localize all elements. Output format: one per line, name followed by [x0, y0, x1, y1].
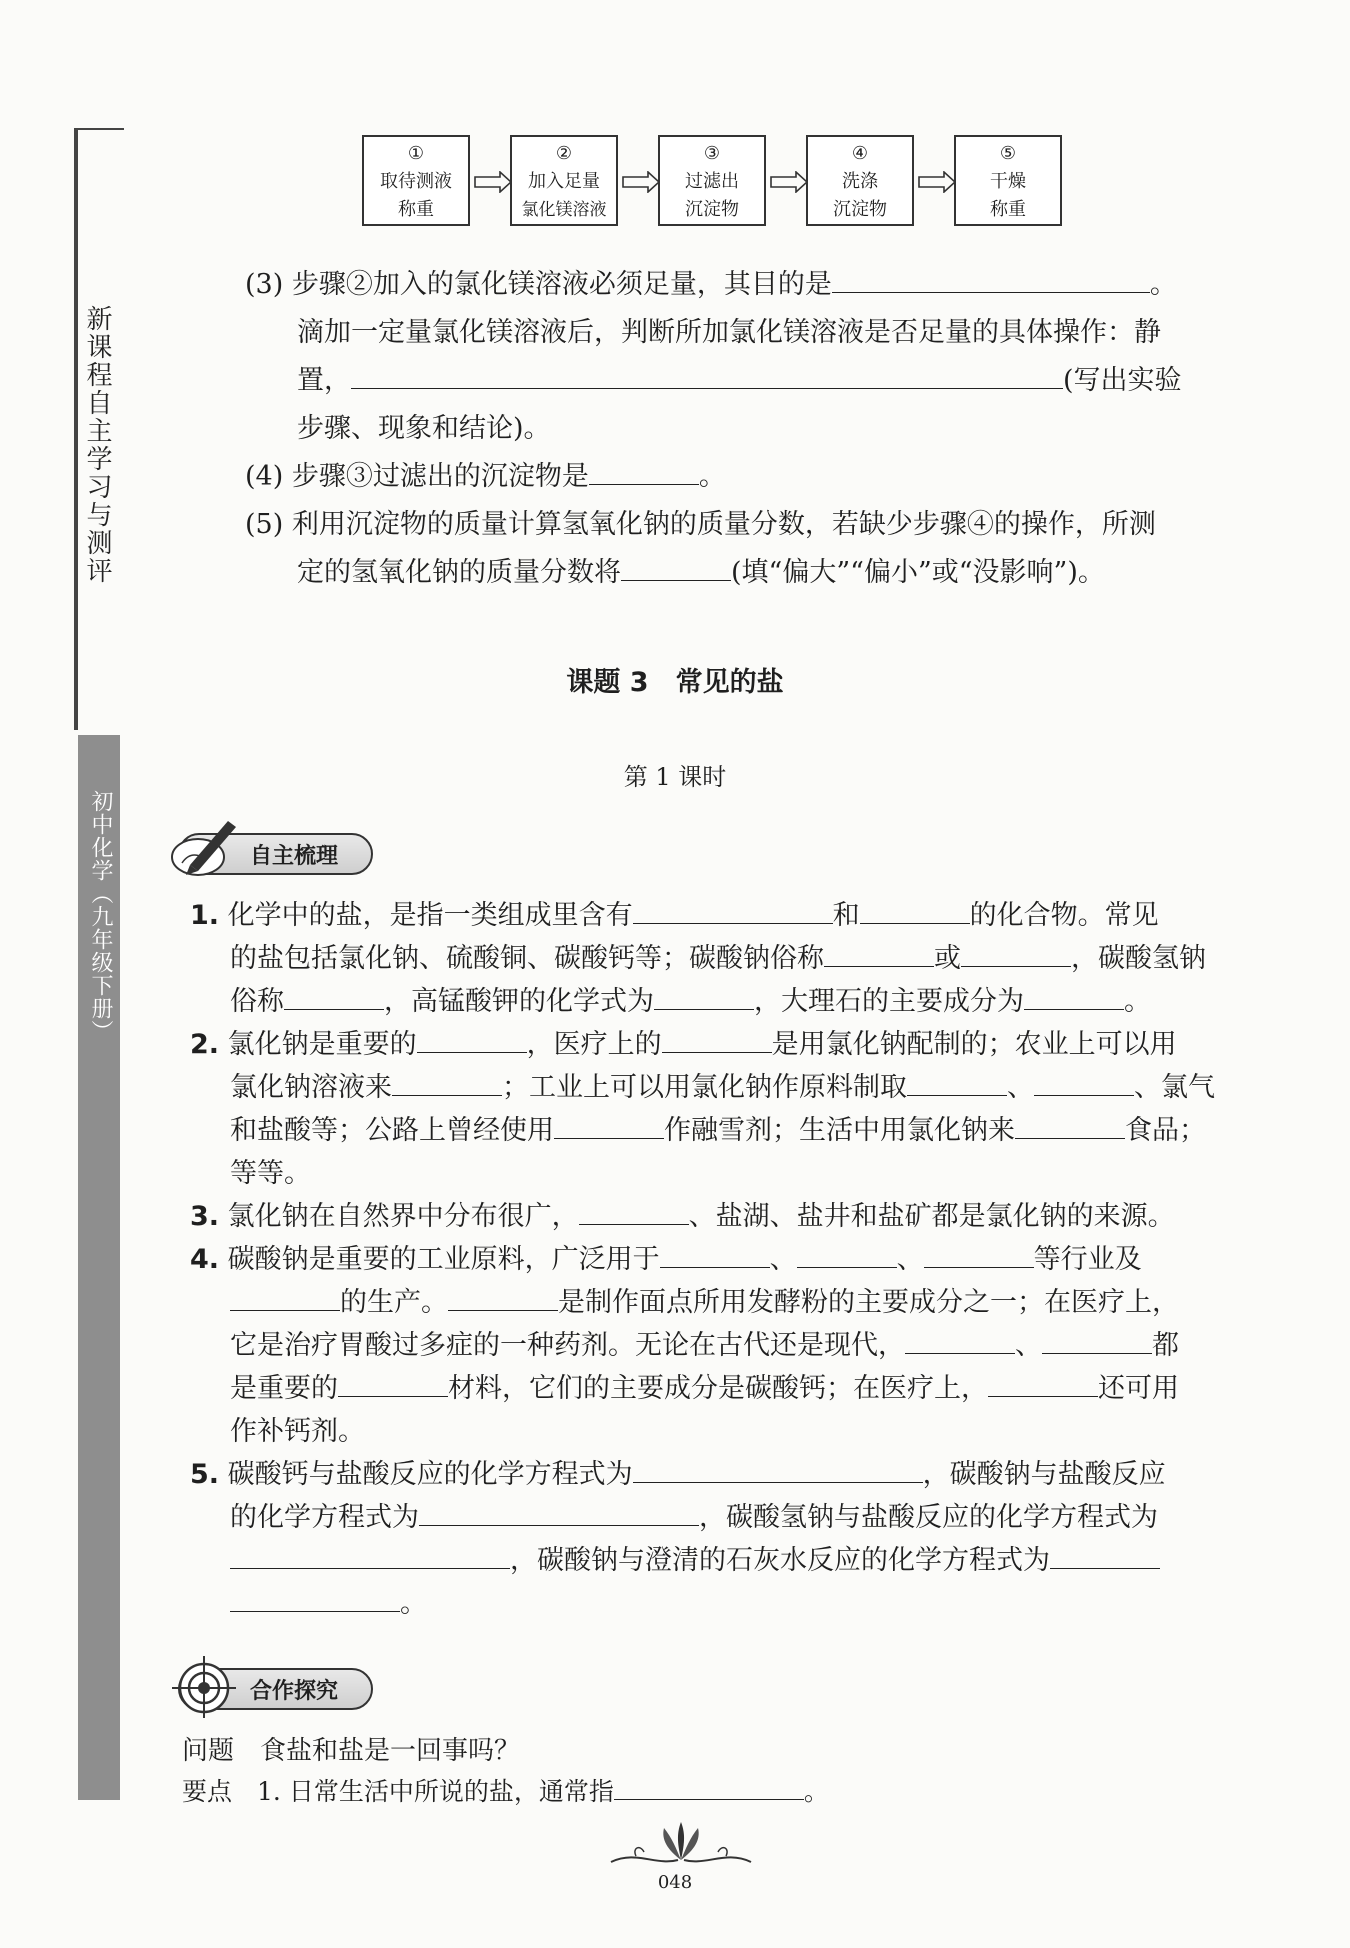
flow-step-number: ① [407, 143, 425, 164]
flow-step-text: 沉淀物 [833, 199, 887, 220]
question-4: (4) 步骤③过滤出的沉淀物是 。 [245, 461, 726, 492]
answer-blank[interactable] [351, 387, 1063, 389]
answer-blank[interactable] [905, 1352, 1015, 1354]
answer-blank[interactable] [419, 1524, 699, 1526]
answer-blank[interactable] [230, 1610, 400, 1612]
answer-blank[interactable] [230, 1309, 340, 1311]
answer-blank[interactable] [797, 1266, 897, 1268]
answer-blank[interactable] [338, 1395, 448, 1397]
item-2-line-4: 等等。 [230, 1158, 311, 1189]
answer-blank[interactable] [1034, 1094, 1134, 1096]
flow-step-number: ③ [703, 143, 721, 164]
item-1-line-1: 1. 化学中的盐，是指一类组成里含有 和 的化合物。常见 [190, 900, 1159, 931]
item-4-line-1: 4. 碳酸钠是重要的工业原料，广泛用于 、 、 等行业及 [190, 1244, 1142, 1275]
item-2-line-1: 2. 氯化钠是重要的 ，医疗上的 是用氯化钠配制的；农业上可以用 [190, 1029, 1177, 1060]
item-5-line-2: 的化学方程式为 ，碳酸氢钠与盐酸反应的化学方程式为 [230, 1502, 1158, 1533]
question-heading: 问题 食盐和盐是一回事吗？ [182, 1736, 521, 1766]
flow-step-1 [362, 135, 470, 226]
answer-blank[interactable] [907, 1094, 1007, 1096]
item-2-line-2: 氯化钠溶液来 ；工业上可以用氯化钠作原料制取 、 、氯气 [230, 1072, 1215, 1103]
flow-arrow-icon [918, 171, 956, 193]
answer-blank[interactable] [614, 1798, 804, 1800]
answer-blank[interactable] [1015, 1137, 1125, 1139]
answer-blank[interactable] [654, 1008, 754, 1010]
flow-step-2 [510, 135, 618, 226]
item-4-line-4: 是重要的 材料，它们的主要成分是碳酸钙；在医疗上， 还可用 [230, 1373, 1179, 1404]
flow-step-4 [806, 135, 914, 226]
flow-step-3 [658, 135, 766, 226]
procedure-flowchart [362, 135, 1062, 230]
flow-step-text: 过滤出 [685, 171, 739, 192]
answer-blank[interactable] [230, 1567, 510, 1569]
item-4-line-5: 作补钙剂。 [230, 1416, 365, 1447]
answer-blank[interactable] [589, 483, 699, 485]
flow-step-text: 称重 [398, 199, 434, 220]
flow-step-text: 干燥 [990, 171, 1026, 192]
question-3-line-2: 滴加一定量氯化镁溶液后，判断所加氯化镁溶液是否足量的具体操作：静 [297, 317, 1161, 348]
answer-blank[interactable] [554, 1137, 664, 1139]
sidebar-subject: 初中化学（九年级下册） [88, 790, 113, 1043]
page-number: 048 [657, 1872, 693, 1893]
flow-step-number: ⑤ [999, 143, 1017, 164]
answer-blank[interactable] [448, 1309, 558, 1311]
flow-arrow-icon [474, 171, 512, 193]
flow-step-text: 加入足量 [528, 171, 600, 192]
answer-blank[interactable] [1024, 1008, 1124, 1010]
answer-blank[interactable] [392, 1094, 502, 1096]
flow-step-number: ④ [851, 143, 869, 164]
flow-arrow-icon [622, 171, 660, 193]
question-5-line-2: 定的氢氧化钠的质量分数将 (填“偏大”“偏小”或“没影响”)。 [297, 557, 1105, 588]
section-title: 课题 3 常见的盐 [566, 667, 784, 698]
item-1-line-3: 俗称 ，高锰酸钾的化学式为 ，大理石的主要成分为 。 [230, 986, 1151, 1017]
answer-blank[interactable] [860, 922, 970, 924]
answer-blank[interactable] [832, 291, 1150, 293]
item-5-line-1: 5. 碳酸钙与盐酸反应的化学方程式为 ，碳酸钠与盐酸反应 [190, 1459, 1166, 1490]
item-4-line-3: 它是治疗胃酸过多症的一种药剂。无论在古代还是现代， 、 都 [230, 1330, 1179, 1361]
keypoint-line: 要点 1. 日常生活中所说的盐，通常指 。 [182, 1777, 829, 1806]
answer-blank[interactable] [417, 1051, 527, 1053]
item-5-line-4: 。 [230, 1581, 427, 1620]
flow-step-text: 沉淀物 [685, 199, 739, 220]
badge-cooperative-inquiry: 合作探究 [178, 1668, 373, 1710]
flow-step-5 [954, 135, 1062, 226]
item-4-line-2: 的生产。 是制作面点所用发酵粉的主要成分之一；在医疗上， [230, 1280, 1179, 1319]
flow-step-text: 洗涤 [842, 171, 878, 192]
flow-arrow-icon [770, 171, 808, 193]
flow-step-text: 称重 [990, 199, 1026, 220]
floral-ornament-icon [606, 1820, 756, 1870]
item-5-line-3: ，碳酸钠与澄清的石灰水反应的化学方程式为 [230, 1538, 1160, 1577]
question-3-line-1: (3) 步骤②加入的氯化镁溶液必须足量，其目的是 。 [245, 269, 1177, 300]
answer-blank[interactable] [1042, 1352, 1152, 1354]
question-3-line-3: 置， (写出实验 [297, 365, 1182, 396]
question-3-line-4: 步骤、现象和结论)。 [297, 413, 551, 444]
answer-blank[interactable] [633, 1481, 923, 1483]
flow-step-text: 取待测液 [380, 171, 452, 192]
answer-blank[interactable] [1050, 1567, 1160, 1569]
item-1-line-2: 的盐包括氯化钠、硫酸铜、碳酸钙等；碳酸钠俗称 或 ，碳酸氢钠 [230, 943, 1206, 974]
answer-blank[interactable] [988, 1395, 1098, 1397]
answer-blank[interactable] [621, 579, 731, 581]
item-3: 3. 氯化钠在自然界中分布很广， 、盐湖、盐井和盐矿都是氯化钠的来源。 [190, 1201, 1175, 1232]
target-icon [170, 1648, 242, 1718]
question-5-line-1: (5) 利用沉淀物的质量计算氢氧化钠的质量分数，若缺少步骤④的操作，所测 [245, 509, 1156, 540]
badge-self-study: 自主梳理 [178, 833, 373, 875]
item-2-line-3: 和盐酸等；公路上曾经使用 作融雪剂；生活中用氯化钠来 食品； [230, 1115, 1206, 1146]
flow-step-number: ② [555, 143, 573, 164]
answer-blank[interactable] [924, 1266, 1034, 1268]
pen-icon [170, 813, 242, 883]
flow-step-text: 氯化镁溶液 [521, 200, 607, 220]
answer-blank[interactable] [662, 1051, 772, 1053]
answer-blank[interactable] [284, 1008, 384, 1010]
answer-blank[interactable] [633, 922, 833, 924]
answer-blank[interactable] [579, 1223, 689, 1225]
answer-blank[interactable] [660, 1266, 770, 1268]
answer-blank[interactable] [824, 965, 934, 967]
answer-blank[interactable] [961, 965, 1071, 967]
sidebar-book-title: 新课程自主学习与测评 [82, 305, 112, 585]
lesson-label: 第 1 课时 [623, 763, 727, 791]
